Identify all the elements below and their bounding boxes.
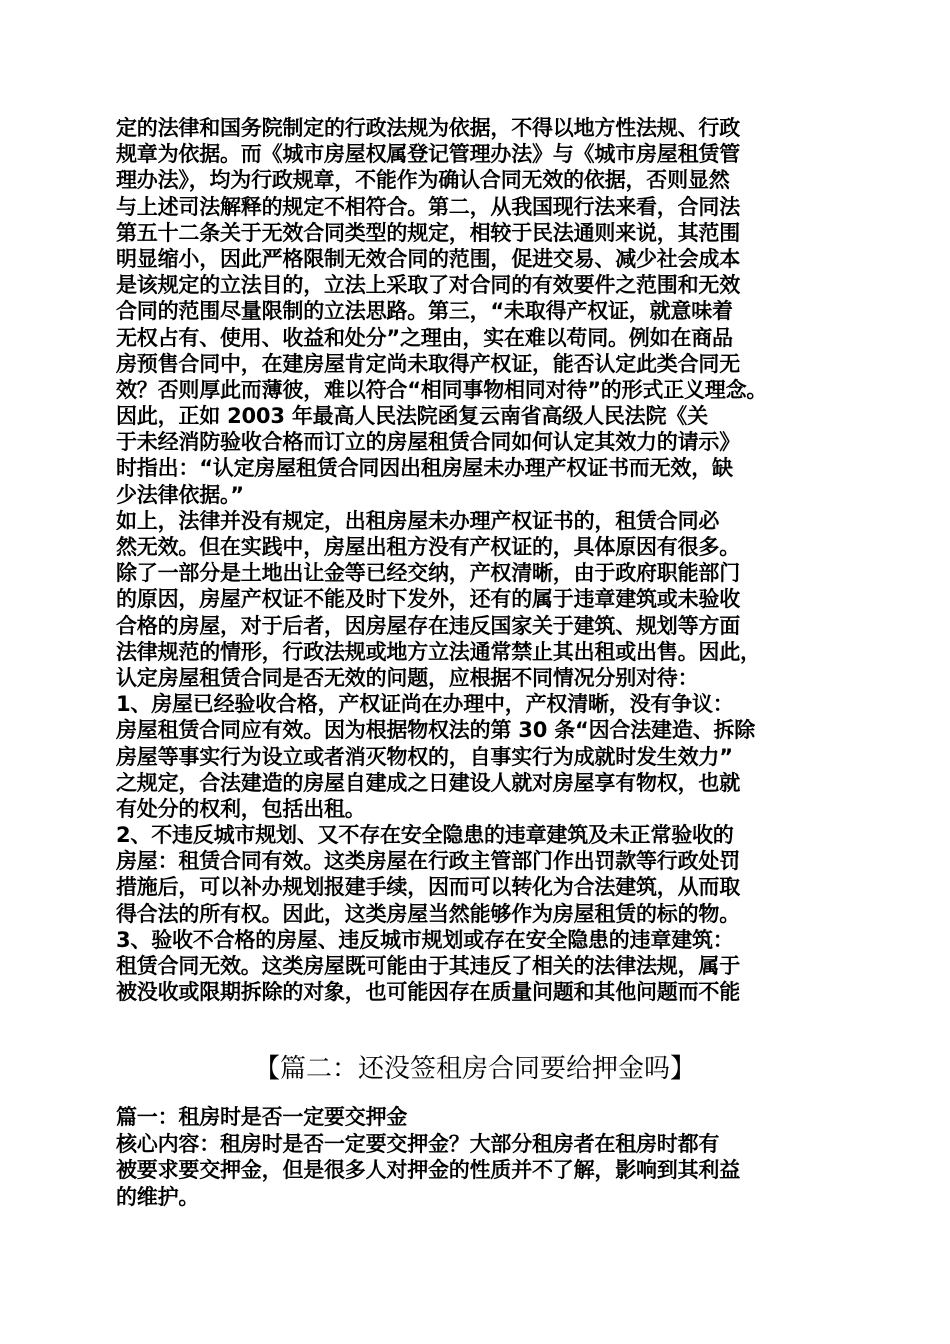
text-line: 的维护。 [116,1184,200,1209]
section-heading: 【篇二：还没签租房合同要给押金吗】 [253,1054,696,1084]
text-line: 效？否则厚此而薄彼，难以符合“相同事物相同对待”的形式正义理念。 [116,377,768,402]
text-line: 房屋：租赁合同有效。这类房屋在行政主管部门作出罚款等行政处罚 [116,849,740,874]
section-two-paragraphs [116,1104,844,1210]
text-line: 篇一：租房时是否一定要交押金 [116,1105,408,1129]
text-line: 与上述司法解释的规定不相符合。第二，从我国现行法来看，合同法 [116,194,740,219]
text-line: 之规定，合法建造的房屋自建成之日建设人就对房屋享有物权，也就 [116,770,740,795]
text-line: 时指出：“认定房屋租赁合同因出租房屋未办理产权证书而无效，缺 [116,456,733,481]
text-line: 合同的范围尽量限制的立法思路。第三，“未取得产权证，就意味着 [116,299,733,324]
text-line: 少法律依据。” [116,482,244,507]
text-line: 1、房屋已经验收合格，产权证尚在办理中，产权清晰，没有争议： [116,692,734,717]
text-line: 是该规定的立法目的，立法上采取了对合同的有效要件之范围和无效 [116,273,740,298]
text-line: 2、不违反城市规划、又不存在安全隐患的违章建筑及未正常验收的 [116,823,734,848]
text-line: 房屋租赁合同应有效。因为根据物权法的第 30 条“因合法建造、拆除 [116,718,756,743]
text-line: 有处分的权利，包括出租。 [116,796,366,821]
text-line: 认定房屋租赁合同是否无效的问题，应根据不同情况分别对待： [116,665,699,690]
text-line: 除了一部分是土地出让金等已经交纳，产权清晰，由于政府职能部门 [116,561,740,586]
text-line: 的原因，房屋产权证不能及时下发外，还有的属于违章建筑或未验收 [116,587,740,612]
text-line: 定的法律和国务院制定的行政法规为依据，不得以地方性法规、行政 [116,116,740,140]
text-line: 然无效。但在实践中，房屋出租方没有产权证的，具体原因有很多。 [116,535,740,559]
text-line: 租赁合同无效。这类房屋既可能由于其违反了相关的法律法规，属于 [116,954,740,978]
text-line: 房屋等事实行为设立或者消灭物权的，自事实行为成就时发生效力” [116,744,733,769]
text-line: 合格的房屋，对于后者，因房屋存在违反国家关于建筑、规划等方面 [116,613,740,638]
text-line: 核心内容：租房时是否一定要交押金？大部分租房者在租房时都有 [116,1131,720,1156]
text-line: 无权占有、使用、收益和处分”之理由，实在难以苟同。例如在商品 [116,325,733,350]
text-line: 措施后，可以补办规划报建手续，因而可以转化为合法建筑，从而取 [116,875,740,900]
text-line: 规章为依据。而《城市房屋权属登记管理办法》与《城市房屋租赁管 [116,142,740,167]
text-line: 房预售合同中，在建房屋肯定尚未取得产权证，能否认定此类合同无 [116,351,740,376]
body-paragraphs [116,115,844,1005]
text-line: 被没收或限期拆除的对象，也可能因存在质量问题和其他问题而不能 [116,980,740,1005]
text-line: 于未经消防验收合格而订立的房屋租赁合同如何认定其效力的请示》 [116,430,740,455]
text-line: 被要求要交押金，但是很多人对押金的性质并不了解，影响到其利益 [116,1158,740,1182]
text-line: 得合法的所有权。因此，这类房屋当然能够作为房屋租赁的标的物。 [116,901,740,926]
text-line: 明显缩小，因此严格限制无效合同的范围，促进交易、减少社会成本 [116,246,740,271]
text-line: 第五十二条关于无效合同类型的规定，相较于民法通则来说，其范围 [116,220,740,245]
text-line: 理办法》，均为行政规章，不能作为确认合同无效的依据，否则显然 [116,168,730,193]
text-line: 因此，正如 2003 年最高人民法院函复云南省高级人民法院《关 [116,404,708,429]
text-line: 法律规范的情形，行政法规或地方立法通常禁止其出租或出售。因此， [116,639,761,664]
text-line: 如上，法律并没有规定，出租房屋未办理产权证书的，租赁合同必 [116,508,720,533]
text-line: 3、验收不合格的房屋、违反城市规划或存在安全隐患的违章建筑： [116,927,734,952]
